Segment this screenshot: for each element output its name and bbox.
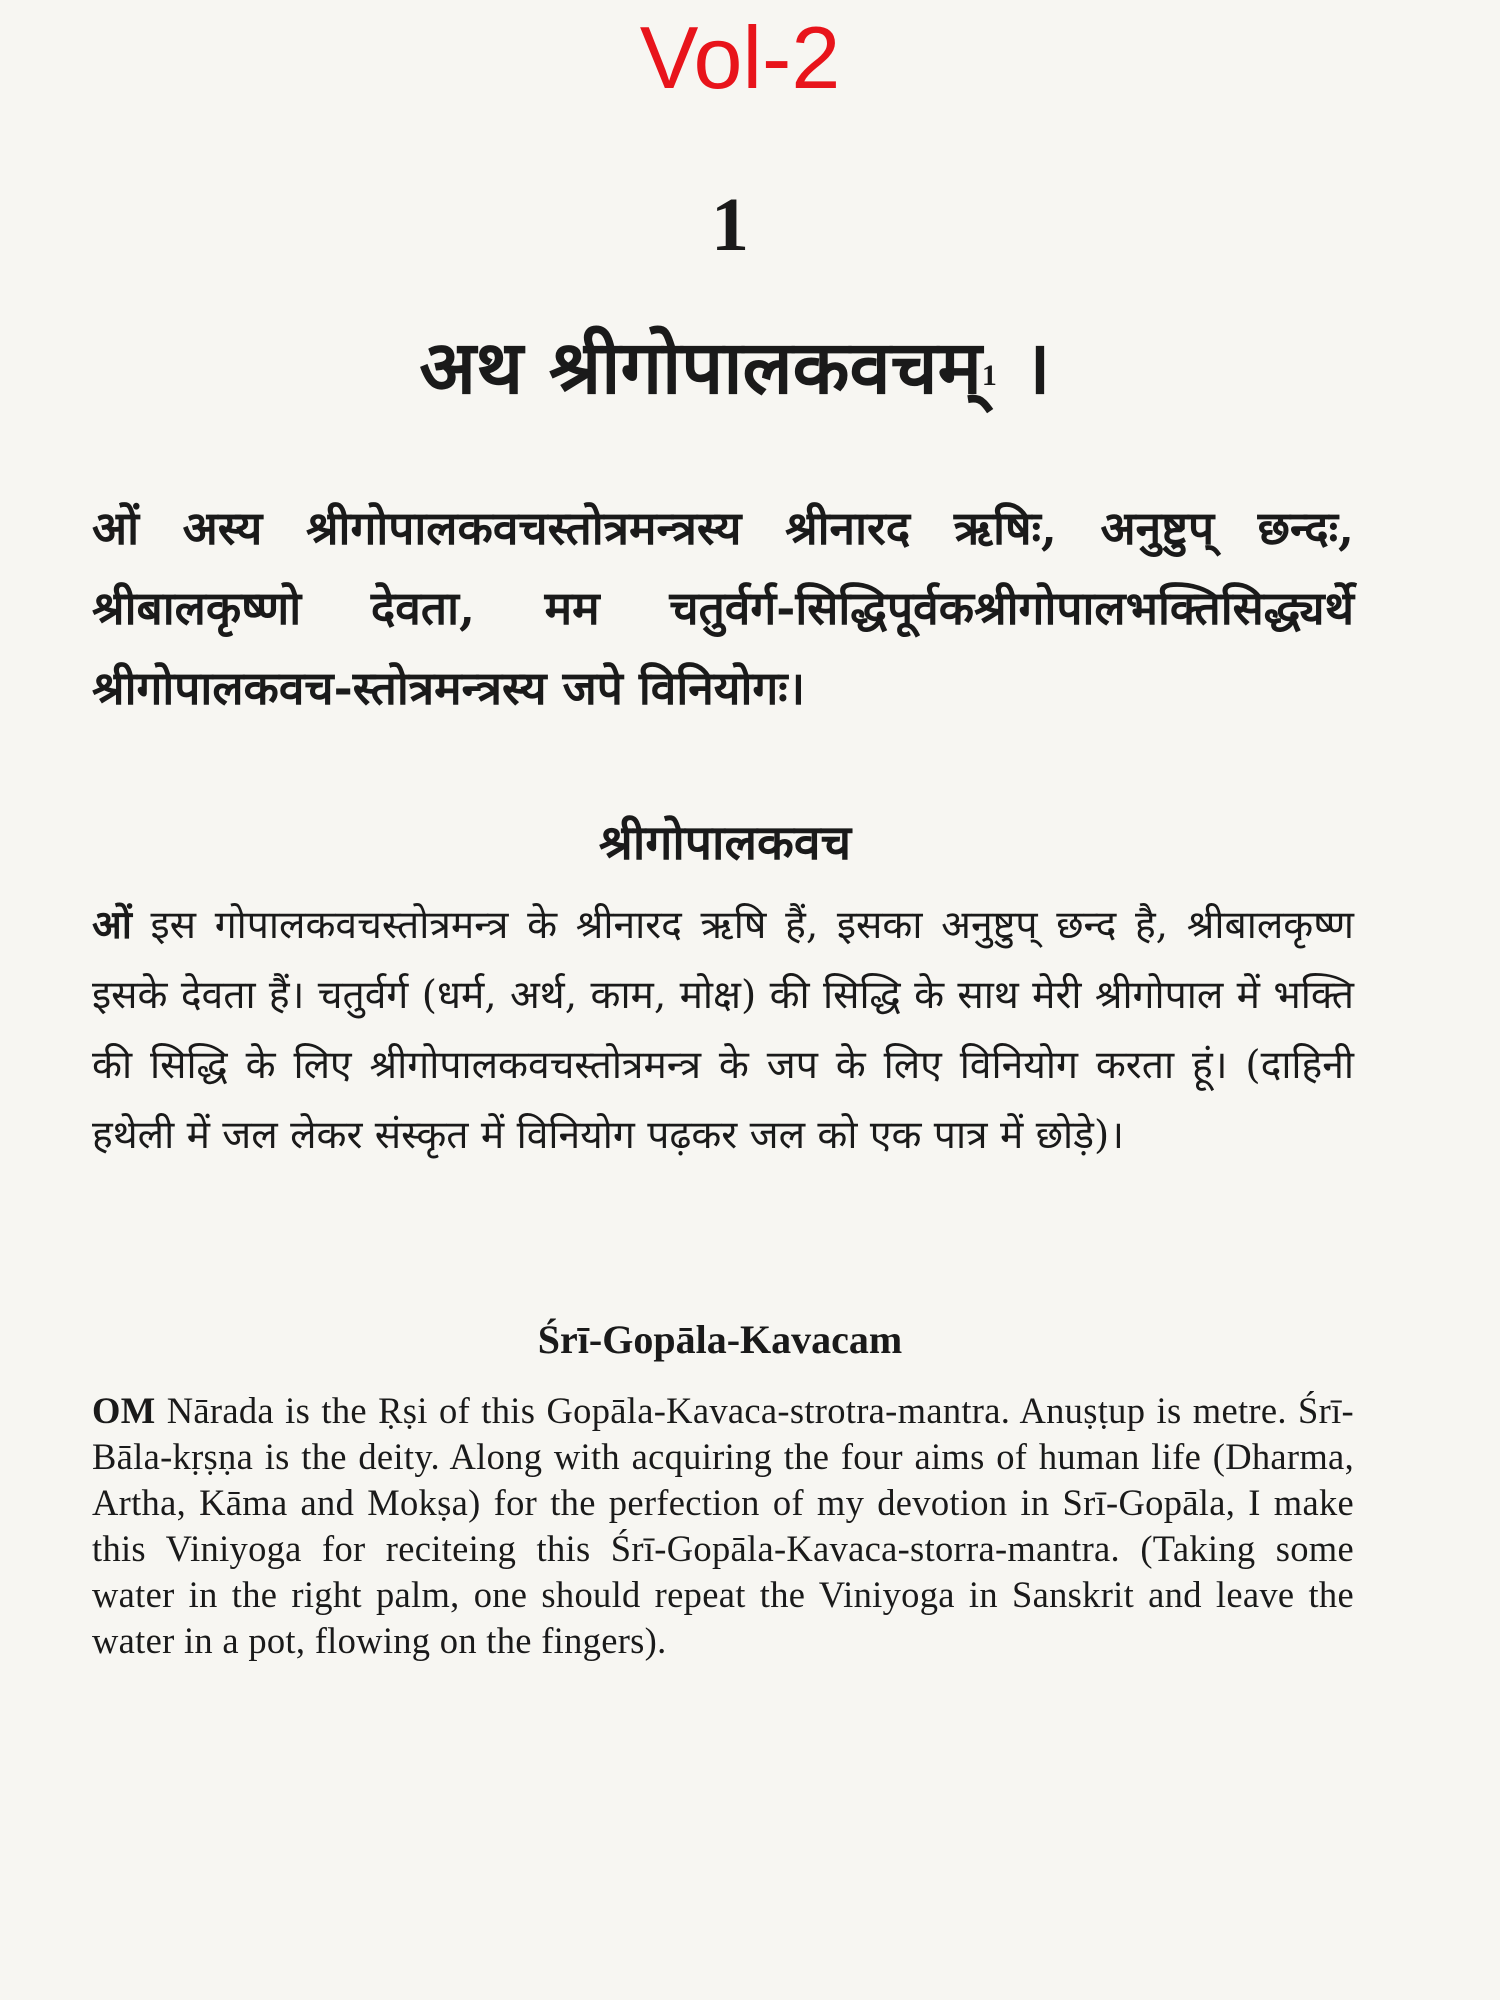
sanskrit-viniyoga-paragraph: ओं अस्य श्रीगोपालकवचस्तोत्रमन्त्रस्य श्रीनारद ऋषिः, अनुष्टुप् छन्दः, श्रीबालकृष्णो देवता, मम चतुर्वर्ग-सिद्धिपूर्वकश्रीगोपालभक्तिसिद्ध्यर्थे श्रीगोपालकवच-स्तोत्रमन्त्रस्य जपे विनियोगः। [92, 501, 1354, 715]
english-heading: Śrī-Gopāla-Kavacam [537, 1317, 903, 1362]
hindi-heading: श्रीगोपालकवच [598, 815, 852, 871]
footnote-mark: 1 [981, 359, 997, 392]
hindi-body: इस गोपालकवचस्तोत्रमन्त्र के श्रीनारद ऋषि हैं, इसका अनुष्टुप् छन्द है, श्रीबालकृष्ण इसके देवता हैं। चतुर्वर्ग (धर्म, अर्थ, काम, मोक्ष) की सिद्धि के साथ मेरी श्रीगोपाल में भक्ति की सिद्धि के लिए श्रीगोपालकवचस्तोत्रमन्त्र के जप के लिए विनियोग करता हूं। (दाहिनी हथेली में जल लेकर संस्कृत में विनियोग पढ़कर जल को एक पात्र में छोड़े)। [92, 903, 1354, 1158]
english-paragraph [92, 1388, 1354, 1664]
title-text: अथ श्रीगोपालकवचम् [419, 325, 982, 411]
hindi-paragraph [92, 890, 1354, 1171]
page-title [0, 318, 1470, 418]
hindi-lead: ओं [92, 902, 132, 948]
volume-label: Vol-2 [639, 8, 841, 107]
english-lead: OM [92, 1390, 156, 1431]
chapter-number: 1 [711, 183, 749, 267]
english-body: Nārada is the Ṛṣi of this Gopāla-Kavaca-strotra-mantra. Anuṣṭup is metre. Śrī-Bāla-kṛṣṇa is the deity. Along with acquiring the four aims of human life (Dharma, Artha, Kāma and Mokṣa) for the perfection of my devotion in Srī-Gopāla, I make this Viniyoga for reciteing this Śrī-Gopāla-Kavaca-storra-mantra. (Taking some water in the right palm, one should repeat the Viniyoga in Sanskrit and leave the water in a pot, flowing on the fingers). [92, 1390, 1354, 1661]
title-danda: । [1022, 325, 1051, 411]
